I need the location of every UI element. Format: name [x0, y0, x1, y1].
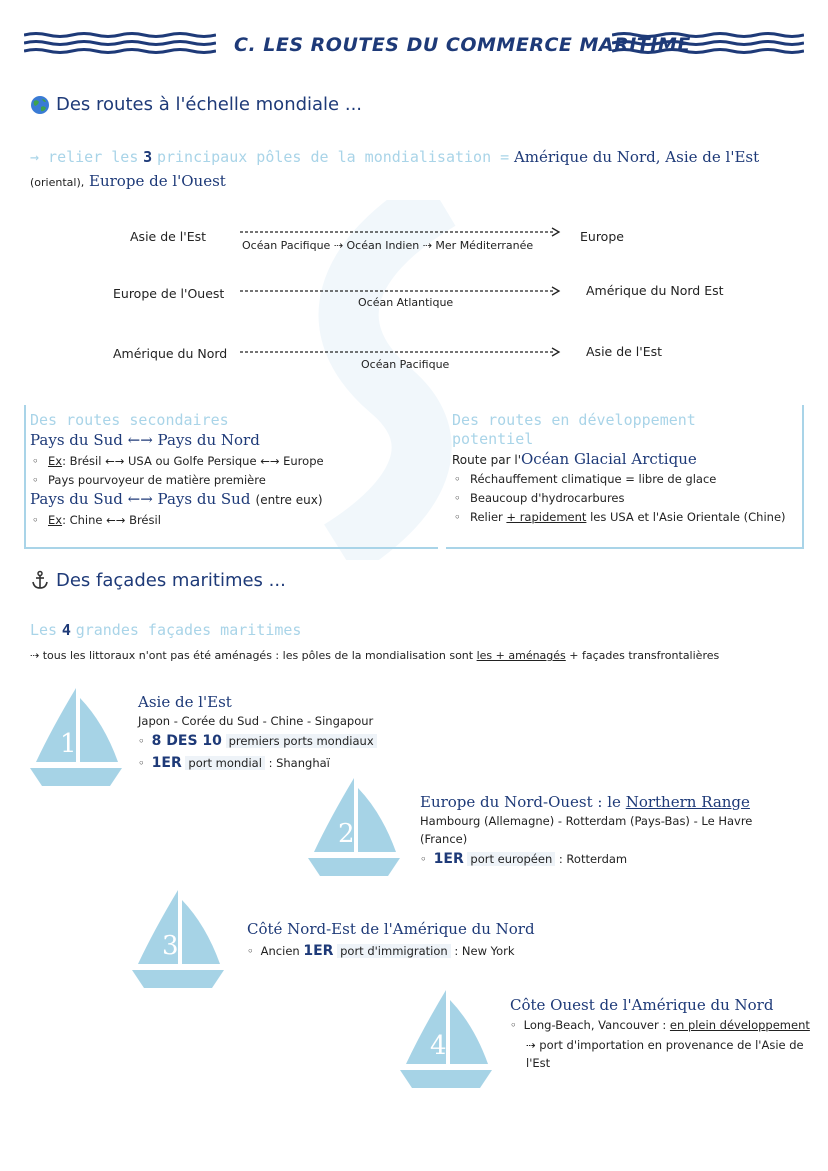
facade-2-b1-text: port européen [467, 852, 555, 866]
facades-note-ul: les + aménagés [476, 649, 566, 662]
potential-item-2: ◦ Beaucoup d'hydrocarbures [454, 491, 625, 505]
facade-4-title: Côte Ouest de l'Amérique du Nord [510, 996, 774, 1014]
facade-3-b1-prefix: Ancien [260, 944, 300, 958]
route-1-from: Asie de l'Est [130, 229, 207, 244]
facade-2-title [420, 793, 752, 811]
facade-3 [247, 920, 535, 959]
potential-item-1: ◦ Réchauffement climatique = libre de glace [454, 472, 717, 486]
facade-4 [510, 996, 810, 1070]
facade-1-b1-text: premiers ports mondiaux [226, 734, 377, 748]
potential-routes [452, 411, 797, 524]
facade-2-countries-1: Hambourg (Allemagne) - Rotterdam (Pays-Bas) - Le Havre [420, 814, 753, 828]
facades-note-prefix: ⇢ tous les littoraux n'ont pas été aménagés : les pôles de la mondialisation sont [30, 649, 474, 662]
facade-2 [420, 793, 752, 867]
facade-4-b1-ul: en plein développement [669, 1018, 810, 1032]
facade-2-countries-2: (France) [420, 832, 468, 846]
section-heading-facades: Des façades maritimes ... [56, 570, 286, 591]
facade-4-line-3: l'Est [526, 1056, 551, 1070]
secondary-item-1: ◦ Ex: Brésil ←→ USA ou Golfe Persique ←→ Europe [32, 454, 324, 468]
route-1-arrow [240, 226, 562, 238]
potential-route-line [452, 449, 797, 468]
boat-2-number: 2 [338, 819, 355, 849]
globe-icon [30, 95, 50, 119]
potential-title-2: potentiel [452, 430, 534, 448]
route-2-via: Océan Atlantique [358, 296, 454, 309]
secondary-sub1: Pays du Sud ←→ Pays du Nord [30, 431, 260, 449]
route-1-via: Océan Pacifique ⇢ Océan Indien ⇢ Mer Méditerranée [242, 239, 534, 252]
secondary-item-1-text: : Brésil ←→ USA ou Golfe Persique ←→ Europe [62, 454, 324, 468]
facade-3-b1-text: port d'immigration [337, 944, 451, 958]
secondary-item-3: ◦ Ex: Chine ←→ Brésil [32, 513, 161, 527]
pole-east-asia: Asie de l'Est [665, 148, 760, 166]
facades-subheading [30, 621, 301, 639]
facades-note-suffix: + façades transfrontalières [569, 649, 720, 662]
potential-item-2-text: Beaucoup d'hydrocarbures [470, 491, 625, 505]
secondary-sub2-line [30, 489, 430, 508]
facades-sub-prefix: Les [30, 621, 58, 639]
boat-3-number: 3 [162, 931, 179, 961]
route-2-from: Europe de l'Ouest [113, 286, 225, 301]
potential-item-3-ul: + rapidement [506, 510, 587, 524]
header-wave-left [24, 32, 216, 54]
facade-4-bullet-1: ◦ Long-Beach, Vancouver : en plein développement [510, 1018, 810, 1032]
section-heading-routes: Des routes à l'échelle mondiale ... [56, 94, 363, 115]
route-3-to: Asie de l'Est [586, 344, 663, 359]
potential-item-3: ◦ Relier + rapidement les USA et l'Asie Orientale (Chine) [454, 510, 786, 524]
facade-4-b1-text: Long-Beach, Vancouver : [523, 1018, 667, 1032]
route-3-arrow [240, 346, 562, 358]
ex-label: Ex [48, 454, 63, 468]
sailboat-icon-2 [308, 778, 400, 878]
pole-east-asia-note: (oriental), [30, 176, 85, 189]
route-3-via: Océan Pacifique [361, 358, 450, 371]
potential-item-1-text: Réchauffement climatique = libre de glace [470, 472, 717, 486]
pole-separator: , [655, 148, 661, 166]
facade-3-title: Côté Nord-Est de l'Amérique du Nord [247, 920, 535, 938]
facade-4-line-2: ⇢ port d'importation en provenance de l'Asie de [526, 1038, 804, 1052]
secondary-sub2: Pays du Sud ←→ Pays du Sud [30, 490, 251, 508]
intro-middle: principaux pôles de la mondialisation = [156, 148, 510, 166]
intro-number: 3 [143, 148, 153, 166]
boat-1-number: 1 [60, 729, 77, 759]
facade-1-bullet-1: ◦ 8 DES 10 premiers ports mondiaux [138, 733, 377, 749]
ex-label-2: Ex [48, 513, 63, 527]
boat-4-number: 4 [430, 1031, 447, 1061]
facade-1-title: Asie de l'Est [138, 693, 232, 711]
pole-western-europe: Europe de l'Ouest [89, 172, 226, 190]
facade-1 [138, 693, 377, 771]
facade-3-b1-value: : New York [454, 944, 515, 958]
potential-item-3-prefix: Relier [470, 510, 503, 524]
secondary-routes [30, 411, 430, 527]
facade-3-bullet-1: ◦ Ancien 1ER port d'immigration : New York [247, 943, 515, 959]
facades-sub-number: 4 [61, 621, 71, 639]
route-2-to: Amérique du Nord Est [586, 283, 724, 298]
facade-3-b1-strong: 1ER [303, 943, 334, 959]
facade-2-b1-strong: 1ER [433, 851, 464, 867]
route-3-from: Amérique du Nord [113, 346, 228, 361]
potential-title-1: Des routes en développement [452, 411, 696, 429]
secondary-sub2-note: (entre eux) [255, 493, 323, 507]
route-1-to: Europe [580, 229, 624, 244]
sailboat-icon-3 [132, 890, 224, 990]
facade-1-b2-value: : Shanghaï [268, 756, 330, 770]
secondary-item-2-text: Pays pourvoyeur de matière première [48, 473, 266, 487]
facade-1-countries: Japon - Corée du Sud - Chine - Singapour [138, 714, 374, 728]
intro-line [30, 145, 810, 195]
facade-1-b2-text: port mondial [185, 756, 265, 770]
facades-note [30, 649, 719, 662]
potential-item-3-suffix: les USA et l'Asie Orientale (Chine) [590, 510, 786, 524]
facade-1-bullet-2: ◦ 1ER port mondial : Shanghaï [138, 755, 330, 771]
secondary-item-2: ◦ Pays pourvoyeur de matière première [32, 473, 266, 487]
anchor-icon [30, 570, 50, 594]
sailboat-icon-4 [400, 990, 492, 1090]
header-wave-right [612, 32, 804, 54]
facade-2-b1-value: : Rotterdam [558, 852, 628, 866]
facade-1-b1-strong: 8 DES 10 [151, 733, 222, 749]
intro-prefix: → relier les [30, 148, 139, 166]
facade-2-bullet-1: ◦ 1ER port européen : Rotterdam [420, 851, 628, 867]
facade-1-b2-strong: 1ER [151, 755, 182, 771]
potential-route-prefix: Route par l' [452, 453, 521, 467]
secondary-title: Des routes secondaires [30, 411, 229, 429]
facade-2-title-ul: Northern Range [625, 793, 750, 811]
facades-sub-suffix: grandes façades maritimes [75, 621, 302, 639]
facade-2-title-prefix: Europe du Nord-Ouest : le [420, 793, 621, 811]
secondary-item-3-text: : Chine ←→ Brésil [62, 513, 161, 527]
pole-north-america: Amérique du Nord [513, 148, 656, 166]
sailboat-icon-1 [30, 688, 122, 788]
potential-route-name: Océan Glacial Arctique [521, 450, 697, 468]
page-title: C. LES ROUTES DU COMMERCE MARITIME [234, 34, 691, 56]
